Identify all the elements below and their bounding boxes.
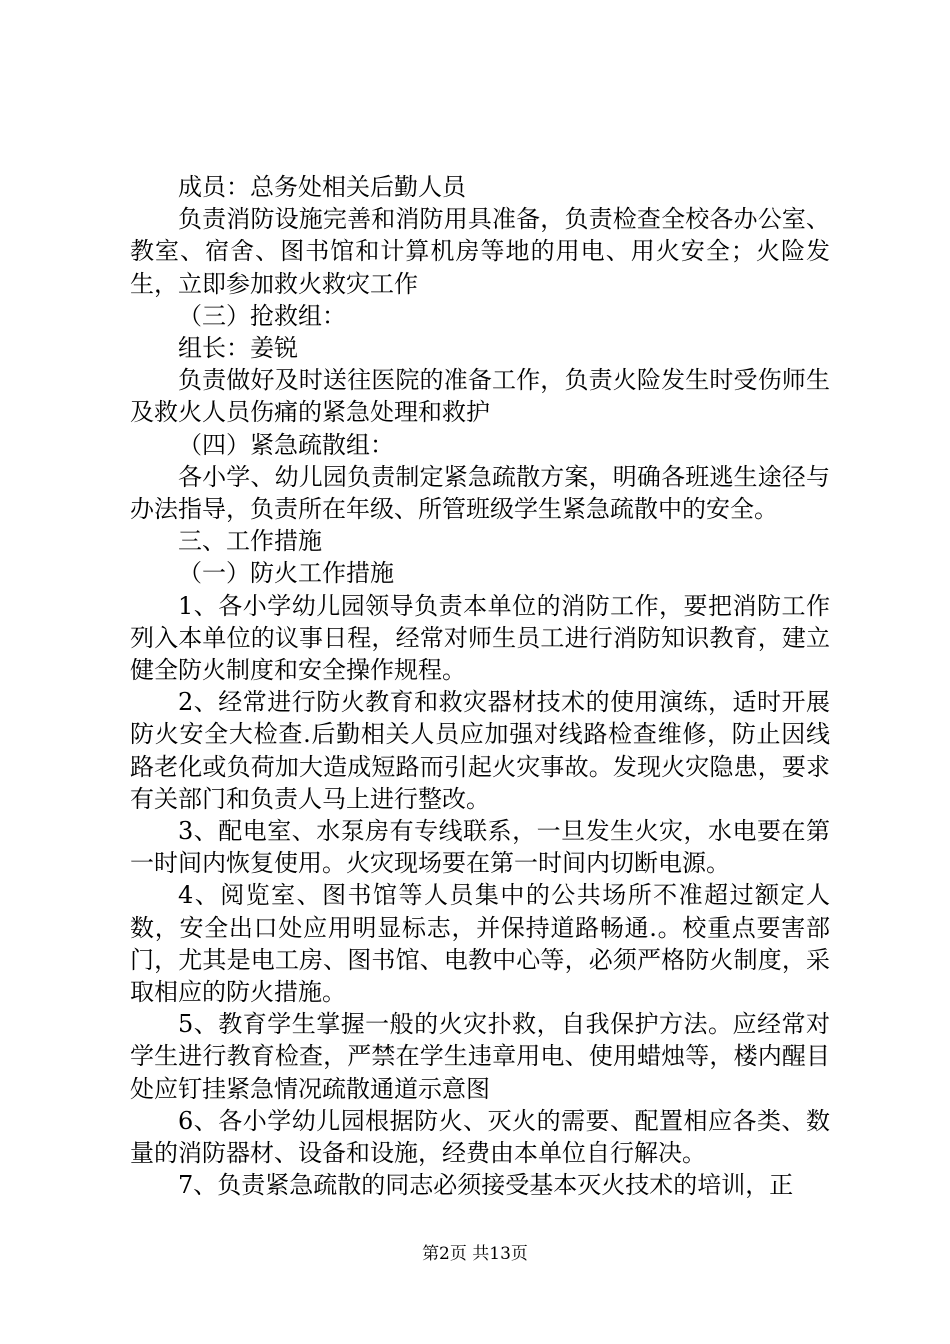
paragraph-evacuation-duty: 各小学、幼儿园负责制定紧急疏散方案，明确各班逃生途径与办法指导，负责所在年级、所管班级学生紧急疏散中的安全。 bbox=[130, 462, 830, 524]
paragraph-measure-4: 4、阅览室、图书馆等人员集中的公共场所不准超过额定人数，安全出口处应用明显标志，并保持道路畅通.。校重点要害部门，尤其是电工房、图书馆、电教中心等，必须严格防火制度，采取相应的防火措施。 bbox=[130, 881, 830, 1007]
paragraph-measure-1: 1、各小学幼儿园领导负责本单位的消防工作，要把消防工作列入本单位的议事日程，经常对师生员工进行消防知识教育，建立健全防火制度和安全操作规程。 bbox=[130, 591, 830, 685]
paragraph-rescue-leader: 组长：姜锐 bbox=[178, 334, 298, 363]
page-number-footer: 第2页 共13页 bbox=[422, 1244, 528, 1264]
paragraph-members: 成员：总务处相关后勤人员 bbox=[178, 173, 466, 201]
paragraph-measure-6: 6、各小学幼儿园根据防火、灭火的需要、配置相应各类、数量的消防器材、设备和设施，经费由本单位自行解决。 bbox=[130, 1106, 830, 1168]
heading-rescue-group: （三）抢救组： bbox=[178, 301, 346, 330]
paragraph-rescue-duty: 负责做好及时送往医院的准备工作，负责火险发生时受伤师生及救火人员伤痛的紧急处理和救护 bbox=[130, 366, 830, 427]
paragraph-measure-5: 5、教育学生掌握一般的火灾扑救，自我保护方法。应经常对学生进行教育检查，严禁在学生违章用电、使用蜡烛等，楼内醒目处应钉挂紧急情况疏散通道示意图 bbox=[130, 1010, 830, 1103]
heading-fire-prevention: （一）防火工作措施 bbox=[178, 559, 394, 588]
heading-work-measures: 三、工作措施 bbox=[178, 527, 322, 556]
heading-evacuation-group: （四）紧急疏散组： bbox=[178, 430, 394, 459]
paragraph-measure-2: 2、经常进行防火教育和救灾器材技术的使用演练，适时开展防火安全大检查.后勤相关人员应加强对线路检查维修，防止因线路老化或负荷加大造成短路而引起火灾事故。发现火灾隐患，要求有关部门和负责人马上进行整改。 bbox=[130, 688, 830, 813]
document-body bbox=[130, 171, 830, 1202]
paragraph-measure-3: 3、配电室、水泵房有专线联系，一旦发生火灾，水电要在第一时间内恢复使用。火灾现场要在第一时间内切断电源。 bbox=[130, 817, 830, 878]
paragraph-facilities-duty: 负责消防设施完善和消防用具准备，负责检查全校各办公室、教室、宿舍、图书馆和计算机房等地的用电、用火安全；火险发生，立即参加救火救灾工作 bbox=[130, 205, 830, 298]
paragraph-measure-7: 7、负责紧急疏散的同志必须接受基本灭火技术的培训，正 bbox=[178, 1171, 794, 1200]
